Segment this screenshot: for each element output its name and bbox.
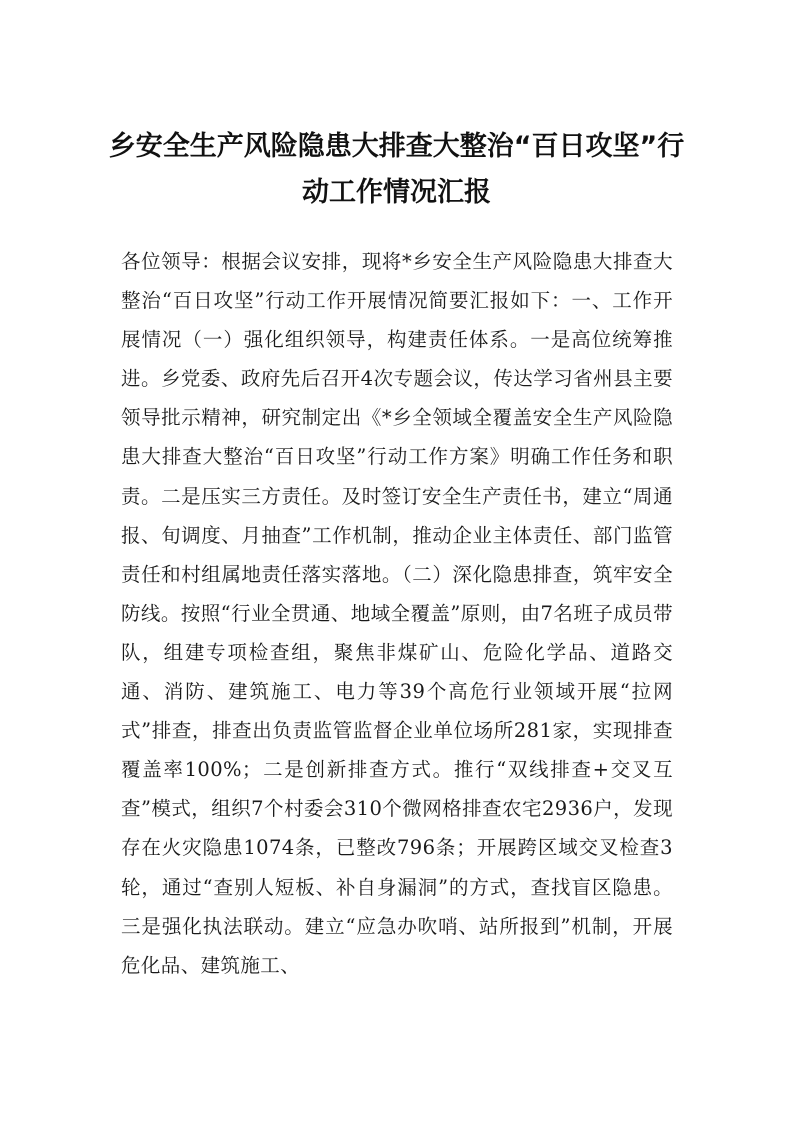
document-title: 乡安全生产风险隐患大排查大整治“百日攻坚”行动工作情况汇报 [108,131,685,208]
document-body: 各位领导：根据会议安排，现将*乡安全生产风险隐患大排查大整治“百日攻坚”行动工作开展情况简要汇报如下：一、工作开展情况（一）强化组织领导，构建责任体系。一是高位统筹推进。乡党委、政府先后召开4次专题会议，传达学习省州县主要领导批示精神，研究制定出《*乡全领域全覆盖安全生产风险隐患大排查大整治“百日攻坚”行动工作方案》明确工作任务和职责。二是压实三方责任。及时签订安全生产责任书，建立“周通报、旬调度、月抽查”工作机制，推动企业主体责任、部门监管责任和村组属地责任落实落地。（二）深化隐患排查，筑牢安全防线。按照“行业全贯通、地域全覆盖”原则，由7名班子成员带队，组建专项检查组，聚焦非煤矿山、危险化学品、道路交通、消防、建筑施工、电力等39个高危行业领域开展“拉网式”排查，排查出负责监管监督企业单位场所281家，实现排查覆盖率100%；二是创新排查方式。推行“双线排查+交叉互查”模式，组织7个村委会310个微网格排查农宅2936户，发现存在火灾隐患1074条，已整改796条；开展跨区域交叉检查3轮，通过“查别人短板、补自身漏洞”的方式，查找盲区隐患。三是强化执法联动。建立“应急办吹哨、站所报到”机制，开展危化品、建筑施工、 [121,250,673,977]
